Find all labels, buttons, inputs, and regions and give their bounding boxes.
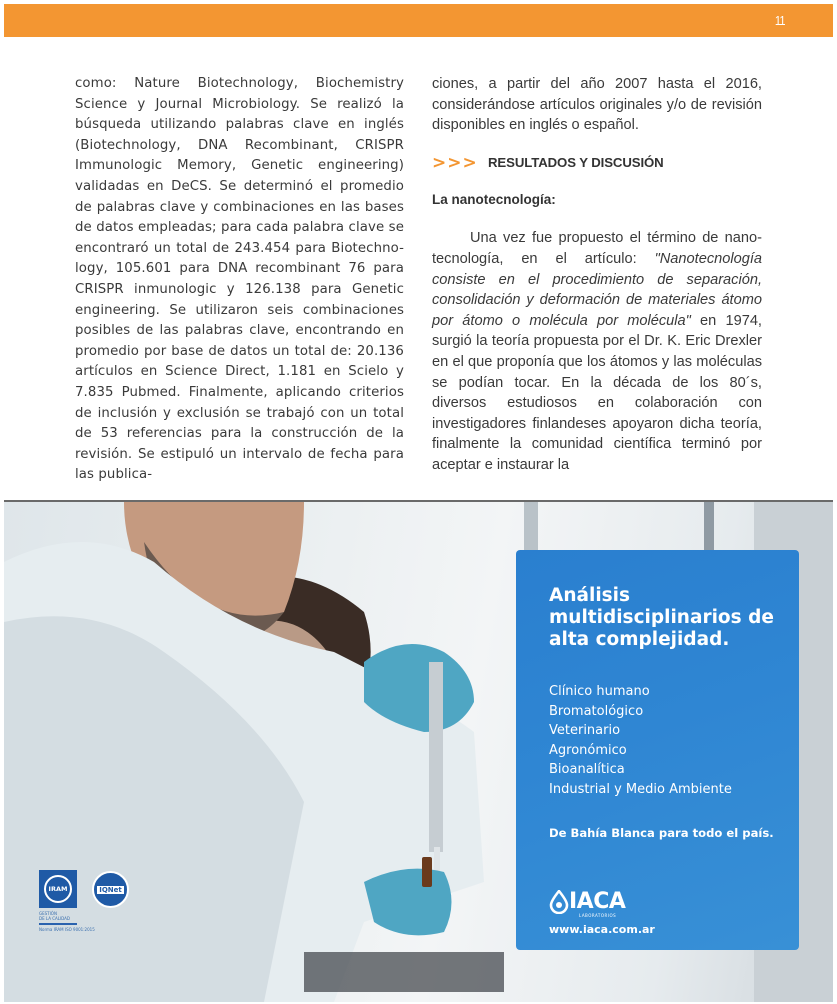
chevrons-icon: >>>: [432, 153, 478, 174]
service-item: Clínico humano: [549, 684, 650, 699]
caption-line: DE LA CALIDAD: [39, 916, 70, 921]
ad-headline: Análisis multidisciplinarios de alta complejidad.: [549, 585, 774, 650]
right-column: [432, 74, 762, 476]
subheading: La nanotecnología:: [432, 191, 556, 207]
brand-subtitle: LABORATORIOS: [579, 913, 617, 918]
caption-line: GESTIÓN: [39, 911, 57, 916]
section-heading: [432, 152, 762, 176]
iqnet-logo: IQNet: [92, 871, 129, 908]
nanotech-paragraph: [432, 228, 762, 475]
ad-tagline: De Bahía Blanca para todo el país.: [549, 826, 774, 840]
droplet-icon: [549, 890, 569, 914]
brand-name: IACA: [569, 889, 626, 914]
page-number: 11: [774, 13, 785, 28]
caption-line: Norma IRAM ISO 9001:2015: [39, 927, 95, 932]
ad-url[interactable]: www.iaca.com.ar: [549, 923, 655, 936]
services-list: [549, 682, 732, 800]
section-title: RESULTADOS Y DISCUSIÓN: [488, 155, 664, 171]
intro-text: ciones, a partir del año 2007 hasta el 2016, considerándose artículos originales y/o de revisión disponibles en inglés o español.: [432, 76, 762, 134]
service-item: Industrial y Medio Ambiente: [549, 781, 732, 797]
iram-logo: IRAM: [39, 870, 77, 908]
body-text: como: Nature Biotechnology, Biochemistry Science y Journal Microbiology. Se realizó la búsqueda utilizando palabras clave en inglés (Biotechnology, DNA Recombinant, CRISPR Immunologic Memory, Genetic engineering) validadas en DeCS. Se determinó el promedio de palabras clave y combinaciones en las bases de datos empleadas; para cada palabra clave se encontraró un total de 243.454 para Biotechno-logy, 105.601 para DNA recombinant 76 para CRISPR inmunologic y 126.138 para Genetic engineering. Se utilizaron seis combinaciones posibles de las palabras clave, encontrando en promedio por base de datos un total de: 20.136 artículos en Science Direct, 1.181 en Scielo y 7.835 Pubmed. Finalmente, aplicando criterios de inclusión y exclusión se trabajó con un total de 53 referencias para la construcción de la revisión. Se estipuló un intervalo de fecha para las publica-: [75, 76, 404, 483]
certification-caption: [39, 911, 119, 932]
service-item: Agronómico: [549, 742, 627, 758]
service-item: Veterinario: [549, 723, 621, 739]
para-quote: "Nanotecnología consiste en el procedimiento de separación, consolidación y deformación de materiales átomo por átomo o molécula por molécula": [432, 250, 762, 329]
service-item: Bromatológico: [549, 703, 644, 719]
iaca-logo: [549, 889, 626, 918]
para-start: Una vez fue propuesto el término de nano-tecnología, en el artículo:: [432, 230, 762, 267]
para-end: en 1974, surgió la teoría propuesta por el Dr. K. Eric Drexler en el que proponía que los átomos y las moléculas se podían tocar. En la década de los 80´s, diversos estudiosos en colaboración con investigadores finlandeses apoyaron dicha teoría, finalmente la comunidad científica terminó por aceptar e instaurar la: [432, 312, 762, 473]
service-item: Bioanalítica: [549, 762, 625, 778]
header-bar: [4, 4, 833, 37]
iaca-advertisement: [516, 550, 799, 950]
left-column: [75, 74, 404, 486]
